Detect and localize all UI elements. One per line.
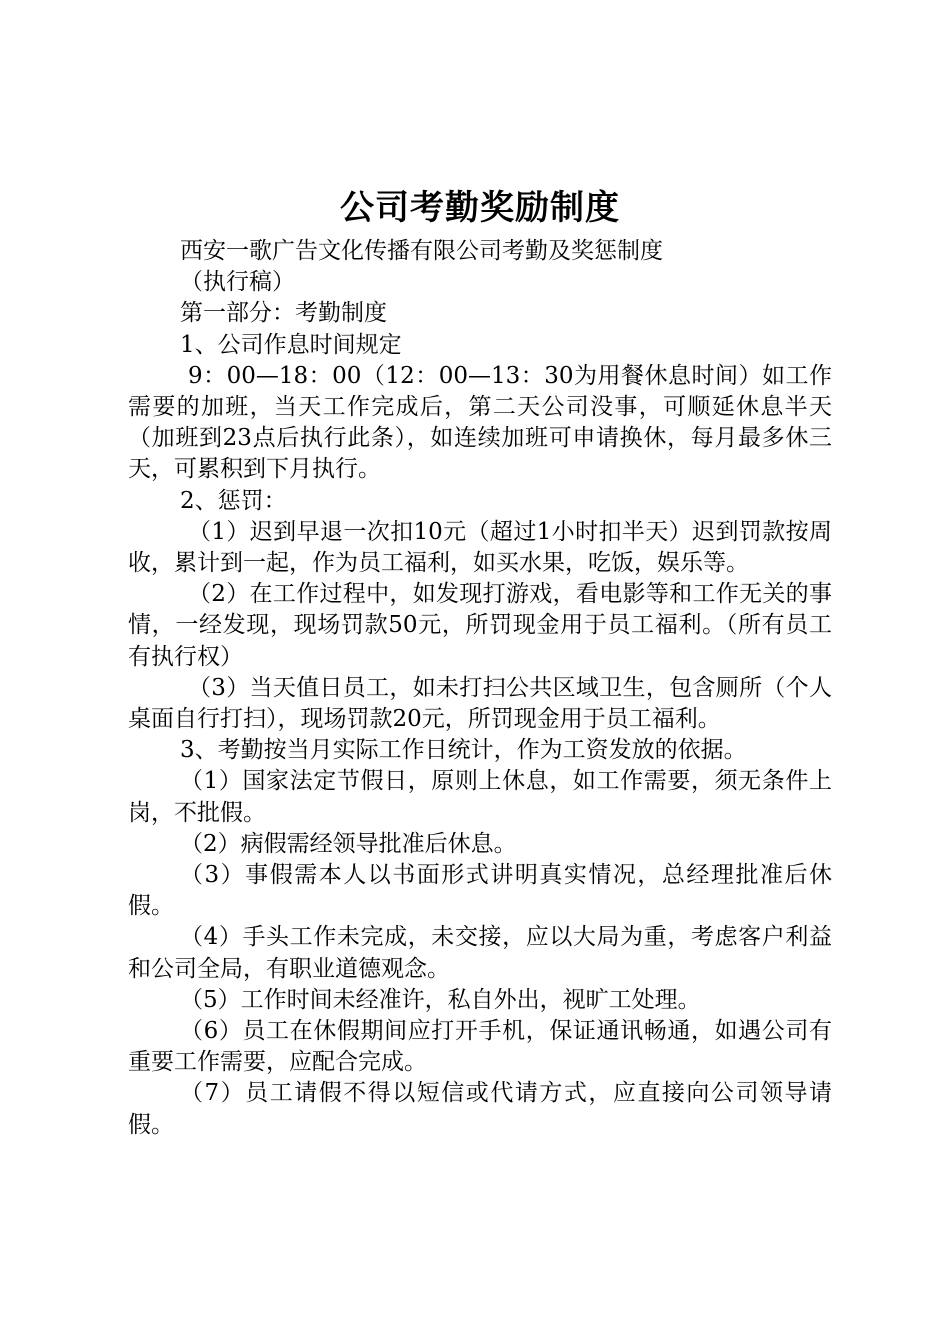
paragraph-rule-7: （7）员工请假不得以短信或代请方式，应直接向公司领导请假。	[128, 1080, 832, 1138]
paragraph-section-2-heading: 2、惩罚：	[180, 487, 287, 514]
paragraph-rule-3: （3）事假需本人以书面形式讲明真实情况，总经理批准后休假。	[128, 862, 832, 920]
paragraph-rule-5: （5）工作时间未经准许，私自外出，视旷工处理。	[180, 986, 701, 1013]
paragraph-draft-note: （执行稿）	[180, 269, 295, 296]
paragraph-work-hours: 9：00—18：00（12：00—13：30为用餐休息时间）如工作需要的加班，当天工作完成后，第二天公司没事，可顺延休息半天（加班到23点后执行此条），如连续加班可申请换休，每月最多休三天，可累积到下月执行。	[128, 362, 832, 483]
paragraph-company-policy-title: 西安一歌广告文化传播有限公司考勤及奖惩制度	[180, 238, 663, 264]
paragraph-part-one-heading: 第一部分：考勤制度	[180, 300, 387, 327]
paragraph-penalty-3: （3）当天值日员工，如未打扫公共区域卫生，包含厕所（个人桌面自行打扫），现场罚款20元，所罚现金用于员工福利。	[128, 674, 832, 733]
paragraph-rule-6: （6）员工在休假期间应打开手机，保证通讯畅通，如遇公司有重要工作需要，应配合完成。	[128, 1018, 832, 1076]
paragraph-penalty-1: （1）迟到早退一次扣10元（超过1小时扣半天）迟到罚款按周收，累计到一起，作为员工福利，如买水果，吃饭，娱乐等。	[128, 518, 832, 577]
paragraph-rule-2: （2）病假需经领导批准后休息。	[180, 830, 517, 857]
paragraph-section-3-heading: 3、考勤按当月实际工作日统计，作为工资发放的依据。	[180, 737, 747, 764]
paragraph-rule-4: （4）手头工作未完成，未交接，应以大局为重，考虑客户利益和公司全局，有职业道德观念。	[128, 924, 832, 982]
paragraph-rule-1: （1）国家法定节假日，原则上休息，如工作需要，须无条件上岗，不批假。	[128, 768, 832, 826]
document-page	[128, 180, 832, 1141]
paragraph-penalty-2: （2）在工作过程中，如发现打游戏，看电影等和工作无关的事情，一经发现，现场罚款50元，所罚现金用于员工福利。（所有员工有执行权）	[128, 581, 832, 670]
paragraph-section-1-heading: 1、公司作息时间规定	[180, 331, 402, 358]
document-title: 公司考勤奖励制度	[340, 188, 620, 228]
